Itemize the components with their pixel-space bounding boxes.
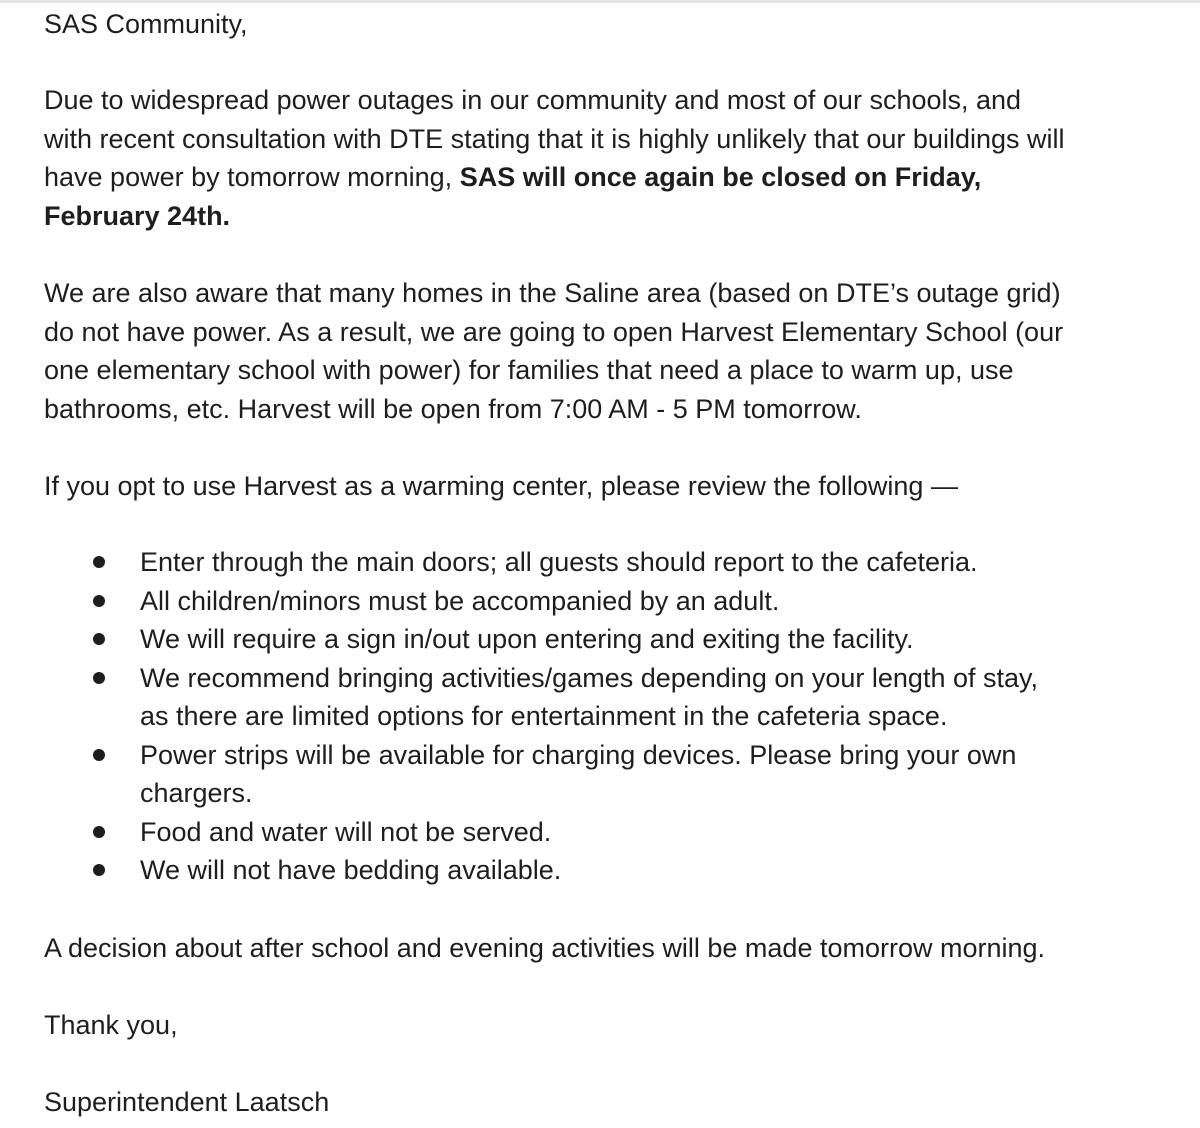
bullet-icon: [93, 826, 105, 838]
closure-announcement: SAS will once again be closed on Friday,: [459, 162, 982, 192]
list-item: [44, 736, 1184, 813]
guideline-text: Food and water will not be served.: [140, 816, 552, 847]
guideline-text-continued: chargers.: [140, 778, 253, 808]
bullet-icon: [93, 864, 105, 876]
guideline-text: Power strips will be available for charging devices. Please bring your own: [140, 739, 1017, 770]
warming-center-paragraph: [44, 274, 1184, 428]
closure-line-1: Due to widespread power outages in our community and most of our schools, and: [44, 85, 1022, 115]
bullet-icon: [93, 672, 105, 684]
signature: Superintendent Laatsch: [44, 1087, 330, 1117]
warming-line-2: do not have power. As a result, we are going to open Harvest Elementary School (our: [44, 316, 1064, 347]
list-item: [44, 543, 1184, 582]
guideline-text: Enter through the main doors; all guests should report to the cafeteria.: [140, 547, 978, 577]
warming-line-3: one elementary school with power) for families that need a place to warm up, use: [44, 355, 1014, 385]
list-item: [44, 582, 1184, 621]
list-item: [44, 659, 1184, 736]
bullet-icon: [93, 556, 105, 568]
warming-line-4: bathrooms, etc. Harvest will be open from 7:00 AM - 5 PM tomorrow.: [44, 393, 862, 424]
page-top-border: [0, 0, 1200, 3]
guideline-text: We will not have bedding available.: [140, 855, 562, 885]
greeting: SAS Community,: [44, 9, 248, 39]
list-item: [44, 813, 1184, 852]
closure-line-3-lead: have power by tomorrow morning,: [44, 162, 460, 192]
list-item: [44, 851, 1184, 890]
closure-date: February 24th.: [44, 200, 231, 231]
closure-paragraph: [44, 81, 1184, 235]
bullet-icon: [93, 595, 105, 607]
closure-line-3: [44, 158, 1184, 197]
bullet-icon: [93, 633, 105, 645]
sign-off: Thank you,: [44, 1010, 178, 1040]
guideline-text-continued: as there are limited options for entertainment in the cafeteria space.: [140, 701, 948, 731]
review-intro: If you opt to use Harvest as a warming center, please review the following —: [44, 471, 958, 501]
activities-note: A decision about after school and evening activities will be made tomorrow morning.: [44, 933, 1046, 963]
guideline-text: We recommend bringing activities/games depending on your length of stay,: [140, 662, 1039, 693]
guideline-text: All children/minors must be accompanied by an adult.: [140, 585, 780, 616]
guidelines-list: [44, 543, 1184, 890]
bullet-icon: [93, 749, 105, 761]
warming-line-1: We are also aware that many homes in the Saline area (based on DTE’s outage grid): [44, 278, 1061, 308]
closure-line-2: with recent consultation with DTE stating that it is highly unlikely that our buildings will: [44, 123, 1065, 154]
guideline-text: We will require a sign in/out upon entering and exiting the facility.: [140, 624, 914, 654]
list-item: [44, 620, 1184, 659]
